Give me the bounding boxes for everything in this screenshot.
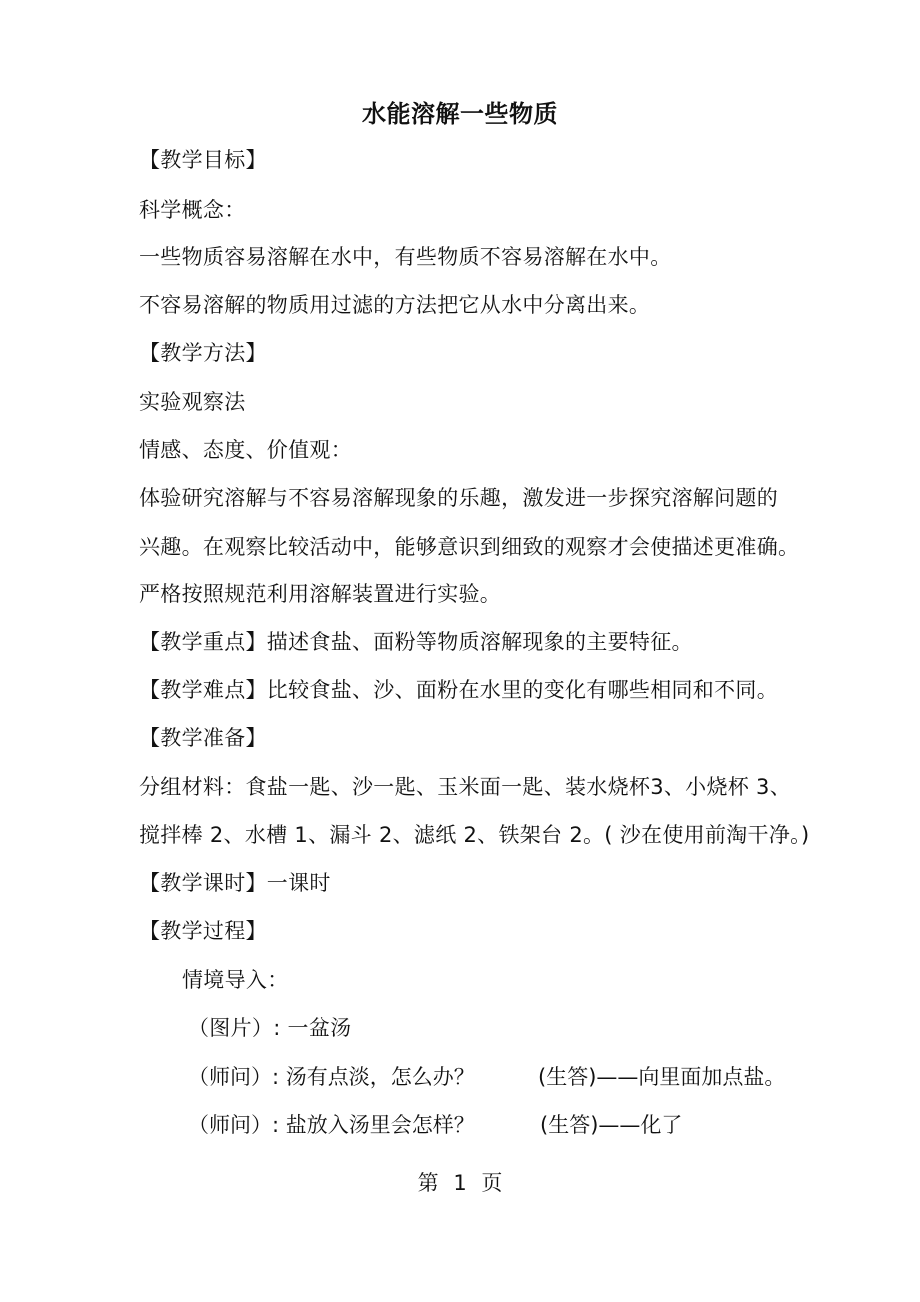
heading-teaching-goals: 【教学目标】 <box>139 148 267 172</box>
materials-line-2: 搅拌棒 2、水槽 1、漏斗 2、滤纸 2、铁架台 2。( 沙在使用前淘干净。) <box>139 823 810 847</box>
heading-preparation: 【教学准备】 <box>139 726 267 750</box>
attitude-line-3: 严格按照规范利用溶解装置进行实验。 <box>139 582 502 606</box>
page-number: 第 1 页 <box>417 1171 503 1195</box>
difficult-point: 【教学难点】比较食盐、沙、面粉在水里的变化有哪些相同和不同。 <box>139 678 778 702</box>
teacher-question-2: （师问）: 盐放入汤里会怎样？ <box>188 1113 475 1137</box>
concept-line-1: 一些物质容易溶解在水中，有些物质不容易溶解在水中。 <box>139 245 672 269</box>
key-point: 【教学重点】描述食盐、面粉等物质溶解现象的主要特征。 <box>139 630 693 654</box>
document-title: 水能溶解一些物质 <box>362 100 558 128</box>
student-answer-1: (生答)——向里面加点盐。 <box>538 1065 786 1089</box>
science-concept-label: 科学概念： <box>139 198 246 222</box>
intro-label: 情境导入： <box>182 968 289 992</box>
picture-line: （图片）: 一盆汤 <box>188 1016 352 1040</box>
class-hours: 【教学课时】一课时 <box>139 871 331 895</box>
teacher-question-1: （师问）: 汤有点淡，怎么办？ <box>188 1065 475 1089</box>
heading-process: 【教学过程】 <box>139 919 267 943</box>
attitude-line-1: 体验研究溶解与不容易溶解现象的乐趣，激发进一步探究溶解问题的 <box>139 486 778 510</box>
materials-line-1: 分组材料：食盐一匙、沙一匙、玉米面一匙、装水烧杯3、小烧杯 3、 <box>139 775 791 799</box>
method-text: 实验观察法 <box>139 390 246 414</box>
attitude-line-2: 兴趣。在观察比较活动中，能够意识到细致的观察才会使描述更准确。 <box>139 535 800 559</box>
student-answer-2: (生答)——化了 <box>540 1113 683 1137</box>
attitude-label: 情感、态度、价值观： <box>139 438 352 462</box>
concept-line-2: 不容易溶解的物质用过滤的方法把它从水中分离出来。 <box>139 293 651 317</box>
heading-teaching-method: 【教学方法】 <box>139 341 267 365</box>
